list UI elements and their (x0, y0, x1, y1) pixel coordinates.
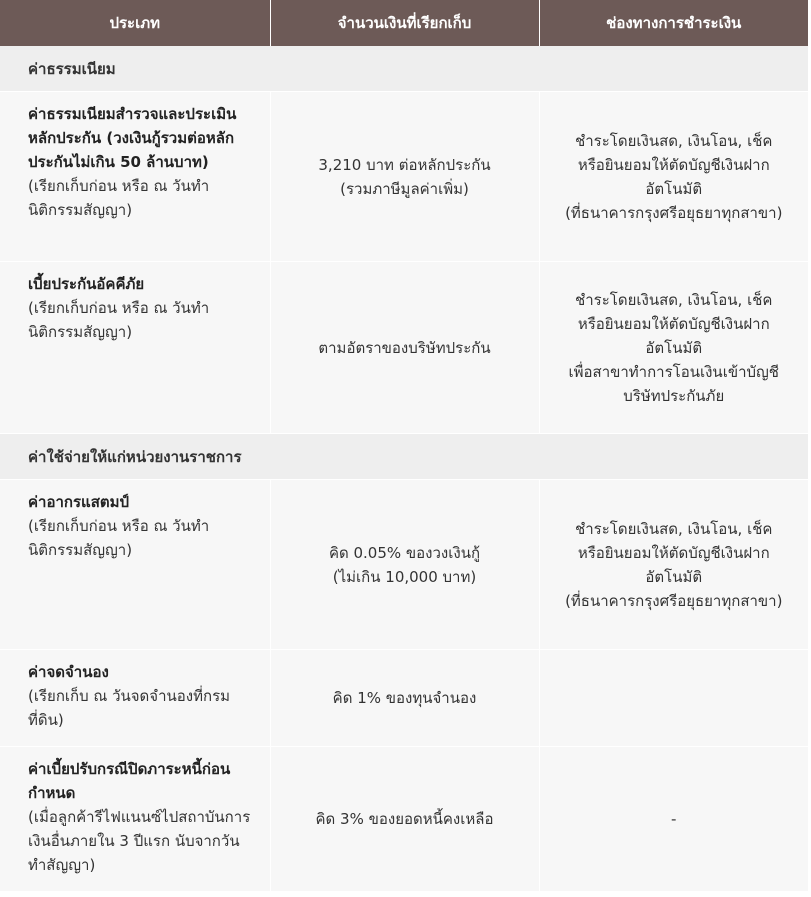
table-row (0, 92, 808, 262)
header-type: ประเภท (0, 0, 270, 46)
fee-amount: คิด 0.05% ของวงเงินกู้ (ไม่เกิน 10,000 บาท) (270, 480, 539, 650)
fee-amount: คิด 3% ของยอดหนี้คงเหลือ (270, 747, 539, 892)
fee-name-cell (0, 650, 270, 747)
table-row (0, 480, 808, 650)
section-title: ค่าใช้จ่ายให้แก่หน่วยงานราชการ (0, 434, 808, 480)
table-row (0, 747, 808, 892)
table-row (0, 262, 808, 434)
fee-note: (เรียกเก็บก่อน หรือ ณ วันทำนิติกรรมสัญญา) (28, 299, 210, 341)
header-row (0, 0, 808, 46)
payment-channel (539, 650, 808, 747)
fee-name-cell (0, 480, 270, 650)
fee-amount: คิด 1% ของทุนจำนอง (270, 650, 539, 747)
fee-name-cell (0, 262, 270, 434)
fee-note: (เรียกเก็บก่อน หรือ ณ วันทำนิติกรรมสัญญา) (28, 517, 210, 559)
table-row (0, 650, 808, 747)
fee-note: (เรียกเก็บก่อน หรือ ณ วันทำนิติกรรมสัญญา) (28, 177, 210, 219)
fee-name: ค่าจดจำนอง (28, 663, 109, 681)
fee-name: ค่าเบี้ยปรับกรณีปิดภาระหนี้ก่อนกำหนด (28, 760, 231, 802)
fee-name-cell (0, 92, 270, 262)
fee-note: (เมื่อลูกค้ารีไฟแนนซ์ไปสถาบันการเงินอื่นภายใน 3 ปีแรก นับจากวันทำสัญญา) (28, 808, 251, 874)
section-row-fees (0, 46, 808, 92)
fee-name-cell (0, 747, 270, 892)
header-amount: จำนวนเงินที่เรียกเก็บ (270, 0, 539, 46)
section-title: ค่าธรรมเนียม (0, 46, 808, 92)
fee-note: (เรียกเก็บ ณ วันจดจำนองที่กรมที่ดิน) (28, 687, 231, 729)
fee-amount: 3,210 บาท ต่อหลักประกัน (รวมภาษีมูลค่าเพิ่ม) (270, 92, 539, 262)
payment-channel: ชำระโดยเงินสด, เงินโอน, เช็ค หรือยินยอมให้ตัดบัญชีเงินฝากอัตโนมัติ เพื่อสาขาทำการโอนเงินเข้าบัญชีบริษัทประกันภัย (539, 262, 808, 434)
fee-amount: ตามอัตราของบริษัทประกัน (270, 262, 539, 434)
header-payment-channel: ช่องทางการชำระเงิน (539, 0, 808, 46)
fee-name: ค่าธรรมเนียมสำรวจและประเมินหลักประกัน (วงเงินกู้รวมต่อหลักประกันไม่เกิน 50 ล้านบาท) (28, 105, 237, 171)
payment-channel: - (539, 747, 808, 892)
payment-channel: ชำระโดยเงินสด, เงินโอน, เช็ค หรือยินยอมให้ตัดบัญชีเงินฝากอัตโนมัติ (ที่ธนาคารกรุงศรีอยุธยาทุกสาขา) (539, 92, 808, 262)
section-row-government (0, 434, 808, 480)
fee-name: เบี้ยประกันอัคคีภัย (28, 275, 145, 293)
fee-name: ค่าอากรแสตมป์ (28, 493, 130, 511)
payment-channel: ชำระโดยเงินสด, เงินโอน, เช็ค หรือยินยอมให้ตัดบัญชีเงินฝากอัตโนมัติ (ที่ธนาคารกรุงศรีอยุธยาทุกสาขา) (539, 480, 808, 650)
